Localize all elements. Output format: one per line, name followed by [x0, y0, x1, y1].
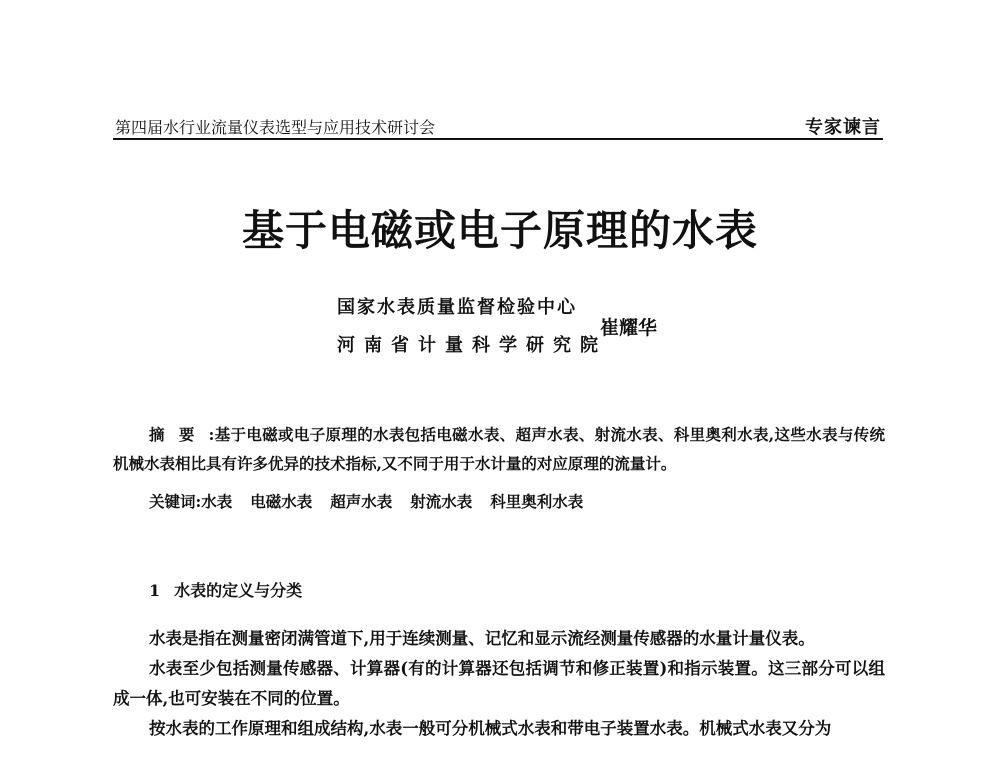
paper-title: 基于电磁或电子原理的水表: [241, 206, 758, 255]
body-text: [113, 624, 885, 744]
abstract-label: 摘要: [149, 425, 209, 444]
affiliation-2: 河南省计量科学研究院: [337, 335, 607, 356]
affiliation-1: 国家水表质量监督检验中心: [337, 297, 577, 318]
section-number: 1: [149, 581, 161, 600]
keyword-item: 射流水表: [410, 492, 473, 511]
keywords: [149, 490, 601, 512]
keyword-item: 电磁水表: [250, 492, 313, 511]
keyword-item: 科里奥利水表: [490, 492, 584, 511]
abstract-text: :基于电磁或电子原理的水表包括电磁水表、超声水表、射流水表、科里奥利水表,这些水表与传统机械水表相比具有许多优异的技术指标,又不同于用于水计量的对应原理的流量计。: [113, 425, 885, 473]
keywords-label: 关键词:: [149, 492, 202, 511]
section-heading: [149, 578, 302, 601]
paragraph: 水表至少包括测量传感器、计算器(有的计算器还包括调节和修正装置)和指示装置。这三部分可以组成一体,也可安装在不同的位置。: [113, 659, 885, 708]
paragraph: 水表是指在测量密闭满管道下,用于连续测量、记忆和显示流经测量传感器的水量计量仪表。: [149, 629, 815, 648]
author-name: 崔耀华: [600, 317, 658, 339]
running-header: [113, 112, 883, 140]
keyword-item: 水表: [201, 492, 233, 511]
section-title: 水表的定义与分类: [174, 581, 303, 600]
keyword-item: 超声水表: [330, 492, 393, 511]
conference-name: 第四届水行业流量仪表选型与应用技术研讨会: [115, 118, 436, 137]
abstract: [113, 420, 885, 478]
paragraph: 按水表的工作原理和组成结构,水表一般可分机械式水表和带电子装置水表。机械式水表又分为: [149, 719, 832, 738]
column-name: 专家谏言: [805, 117, 881, 138]
